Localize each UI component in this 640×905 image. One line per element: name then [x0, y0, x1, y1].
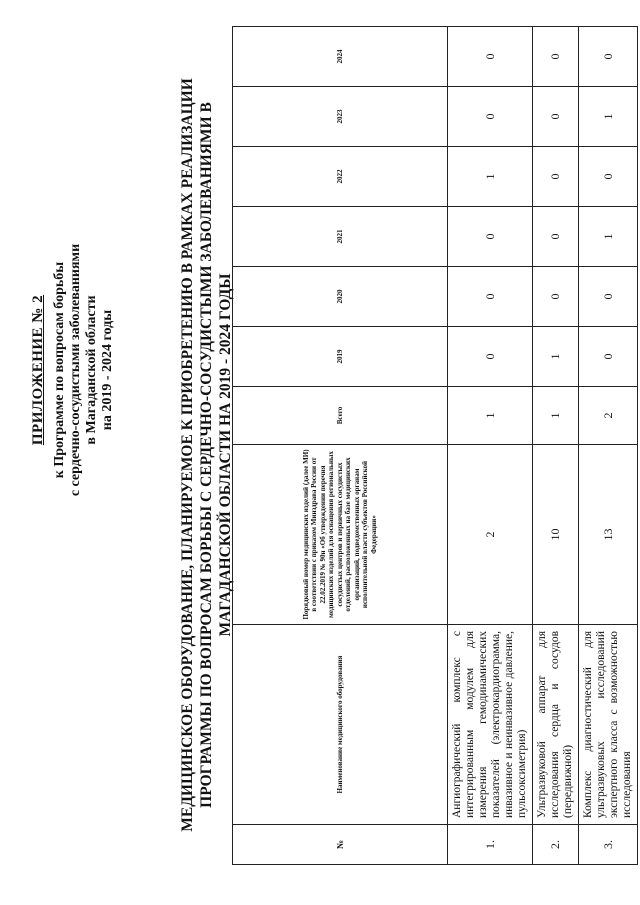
cell-num: 2. [533, 825, 579, 865]
header-2023: 2023 [233, 87, 448, 147]
cell-2023: 0 [448, 87, 533, 147]
header-2021: 2021 [233, 207, 448, 267]
header-2022: 2022 [233, 147, 448, 207]
cell-2024: 0 [448, 27, 533, 87]
cell-total: 2 [579, 387, 638, 445]
cell-name: Ультразвуковой аппарат для исследования сердца и сосудов (передвижной) [533, 625, 579, 825]
cell-2020: 0 [448, 267, 533, 327]
appendix-header [30, 180, 116, 560]
cell-2022: 0 [533, 147, 579, 207]
header-num: № [233, 825, 448, 865]
table-header-row [233, 27, 448, 865]
cell-code: 13 [579, 445, 638, 625]
equipment-table [232, 26, 638, 865]
cell-2023: 0 [533, 87, 579, 147]
cell-code: 10 [533, 445, 579, 625]
header-name: Наименование медицинского оборудования [233, 625, 448, 825]
cell-2019: 0 [448, 327, 533, 387]
cell-2021: 0 [533, 207, 579, 267]
cell-2021: 1 [579, 207, 638, 267]
table-row [579, 27, 638, 865]
cell-total: 1 [533, 387, 579, 445]
appendix-line-3: в Магаданской области [84, 295, 99, 445]
cell-total: 1 [448, 387, 533, 445]
header-total: Всего [233, 387, 448, 445]
cell-name: Комплекс диагностический для ультразвуковых исследований экспертного класса с возможностью исследования [579, 625, 638, 825]
cell-num: 1. [448, 825, 533, 865]
cell-2022: 0 [579, 147, 638, 207]
cell-2024: 0 [579, 27, 638, 87]
cell-2019: 0 [579, 327, 638, 387]
cell-2023: 1 [579, 87, 638, 147]
cell-code: 2 [448, 445, 533, 625]
appendix-line-2: с сердечно-сосудистыми заболеваниями [68, 243, 83, 497]
cell-2020: 0 [579, 267, 638, 327]
cell-2020: 0 [533, 267, 579, 327]
appendix-line-1: к Программе по вопросам борьбы [52, 261, 67, 479]
table-row [448, 27, 533, 865]
cell-2022: 1 [448, 147, 533, 207]
header-2024: 2024 [233, 27, 448, 87]
cell-2021: 0 [448, 207, 533, 267]
header-2019: 2019 [233, 327, 448, 387]
cell-2019: 1 [533, 327, 579, 387]
document-title: МЕДИЦИНСКОЕ ОБОРУДОВАНИЕ, ПЛАНИРУЕМОЕ К ПРИОБРЕТЕНИЮ В РАМКАХ РЕАЛИЗАЦИИ ПРОГРАММЫ ПО ВОПРОСАМ БОРЬБЫ С СЕРДЕЧНО-СОСУДИСТЫМИ ЗАБОЛЕВАНИЯМИ В МАГАДАНСКОЙ ОБЛАСТИ НА 2019 - 2024 ГОДЫ [179, 78, 234, 832]
appendix-title: ПРИЛОЖЕНИЕ № 2 [30, 294, 46, 446]
header-2020: 2020 [233, 267, 448, 327]
cell-2024: 0 [533, 27, 579, 87]
appendix-line-4: на 2019 - 2024 годы [100, 309, 115, 431]
cell-num: 3. [579, 825, 638, 865]
cell-name: Ангиографический комплекс с интегрированным модулем для измерения гемодинамических показателей (электрокардиограмма, инвазивное и неинвазивное давление, пульсоксиметрия) [448, 625, 533, 825]
table-row [533, 27, 579, 865]
header-code: Порядковый номер медицинских изделий (далее МИ) в соответствии с приказом Минздрава России от 22.02.2019 № 90н «Об утверждении перечня медицинских изделий для оснащения региональных сосудистых центров и первичных сосудистых отделений, расположенных на базе медицинских организаций, подведомственных органам исполнительной власти субъектов Российской Федерации» [233, 445, 448, 625]
